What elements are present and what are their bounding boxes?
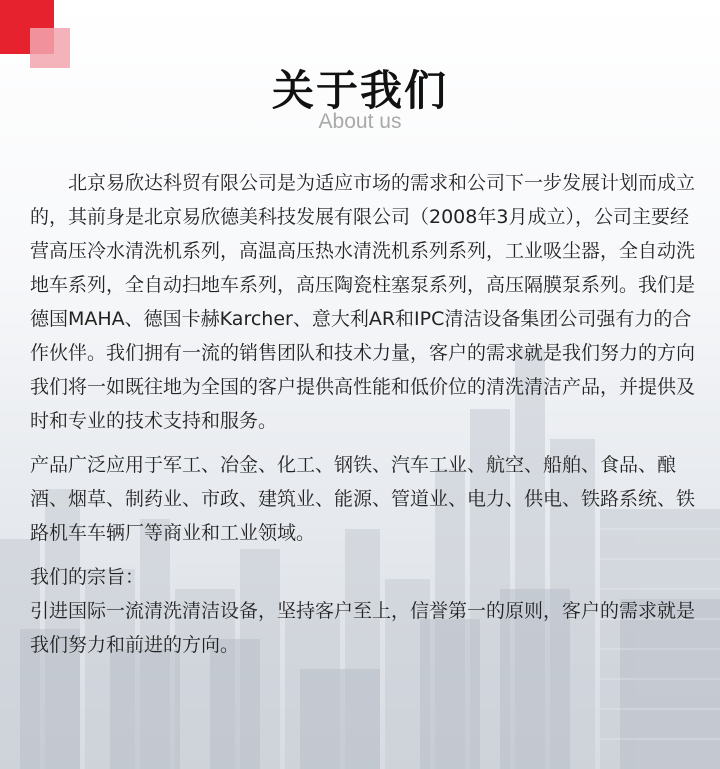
tenet-text: 引进国际一流清洗清洁设备，坚持客户至上，信誉第一的原则，客户的需求就是我们努力和前进的方向。 [30,600,696,656]
tenet-label: 我们的宗旨： [30,566,145,588]
intro-paragraph: 北京易欣达科贸有限公司是为适应市场的需求和公司下一步发展计划而成立的，其前身是北京易欣德美科技发展有限公司（2008年3月成立），公司主要经营高压冷水清洗机系列，高温高压热水清洗机系列系列，工业吸尘器，全自动洗地车系列，全自动扫地车系列，高压陶瓷柱塞泵系列，高压隔膜泵系列。我们是德国MAHA、德国卡赫Karcher、意大利AR和IPC清洁设备集团公司强有力的合作伙伴。我们拥有一流的销售团队和技术力量，客户的需求就是我们努力的方向 [30,172,696,364]
service-paragraph: 我们将一如既往地为全国的客户提供高性能和低价位的清洗清洁产品，并提供及时和专业的技术支持和服务。 [30,376,696,432]
page-title: 关于我们 [271,66,448,115]
application-paragraph: 产品广泛应用于军工、冶金、化工、钢铁、汽车工业、航空、船舶、食品、酿酒、烟草、制药业、市政、建筑业、能源、管道业、电力、供电、铁路系统、铁路机车车辆厂等商业和工业领域。 [30,454,696,544]
about-content [30,166,696,662]
page-subtitle: About us [318,110,402,133]
